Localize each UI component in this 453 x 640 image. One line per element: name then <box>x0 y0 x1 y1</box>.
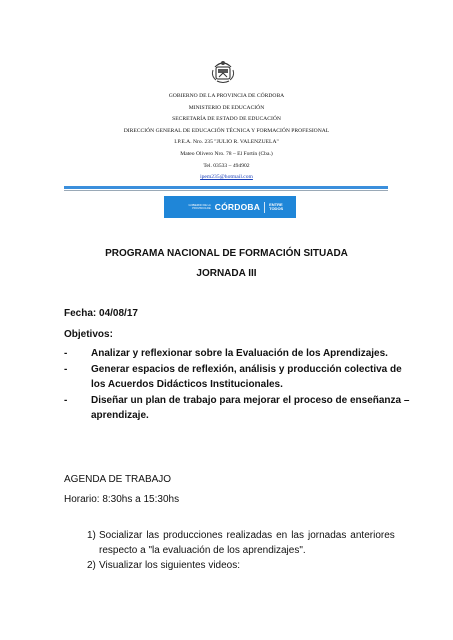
banner-tagline <box>269 203 283 212</box>
header-divider-grey <box>64 190 388 191</box>
banner-province: CÓRDOBA <box>214 202 261 212</box>
agenda-item-text-continued: respecto a "la evaluación de los aprendizajes". <box>99 545 306 556</box>
objectives-label: Objetivos: <box>64 329 113 340</box>
letterhead-line-direction: DIRECCIÓN GENERAL DE EDUCACIÓN TÉCNICA Y FORMACIÓN PROFESIONAL <box>123 127 330 134</box>
objective-text: Analizar y reflexionar sobre la Evaluación de los Aprendizajes. <box>91 348 388 359</box>
schedule-text: Horario: 8:30hs a 15:30hs <box>64 494 180 505</box>
banner-government-text: GOBIERNO DE LA PROVINCIA DE <box>188 204 211 210</box>
bullet-dash: - <box>64 395 68 406</box>
objective-text: Generar espacios de reflexión, análisis y producción colectiva de <box>91 364 402 375</box>
cordoba-banner <box>164 196 296 218</box>
agenda-item <box>87 528 397 558</box>
document-subtitle: JORNADA III <box>196 268 257 279</box>
objective-text-continued: los Acuerdos Didácticos Institucionales. <box>91 379 283 390</box>
objective-item <box>64 393 410 423</box>
item-number: 1) <box>87 530 96 541</box>
item-number: 2) <box>87 560 96 571</box>
letterhead-line-address: Mateo Olivero Nro. 78 – El Fortín (Cba.) <box>180 151 273 157</box>
agenda-item-text: Visualizar los siguientes videos: <box>99 560 241 571</box>
letterhead-email-row <box>0 174 453 181</box>
objective-text-continued: aprendizaje. <box>91 410 149 421</box>
objective-text: Diseñar un plan de trabajo para mejorar el proceso de enseñanza – <box>91 395 410 406</box>
letterhead-line-secretariat: SECRETARÍA DE ESTADO DE EDUCACIÓN <box>172 116 281 122</box>
letterhead-line-ministry: MINISTERIO DE EDUCACIÓN <box>188 104 265 111</box>
bullet-dash: - <box>64 348 68 359</box>
agenda-label: AGENDA DE TRABAJO <box>64 474 172 485</box>
date-label: Fecha: 04/08/17 <box>64 308 138 319</box>
banner-separator <box>264 202 265 213</box>
banner-tagline-1: ENTRE <box>269 201 283 207</box>
email-link[interactable]: ipem235@hotmail.com <box>200 174 253 180</box>
objective-item <box>64 346 394 361</box>
objective-item <box>64 362 402 392</box>
letterhead-line-phone: Tel. 03533 – 494902 <box>203 162 250 169</box>
document-title: PROGRAMA NACIONAL DE FORMACIÓN SITUADA <box>105 248 348 259</box>
agenda-item <box>87 558 397 573</box>
coat-of-arms-icon <box>209 58 237 84</box>
letterhead-line-government: GOBIERNO DE LA PROVINCIA DE CÓRDOBA <box>168 93 285 99</box>
bullet-dash: - <box>64 364 68 375</box>
letterhead-line-school: I.P.E.A. Nro. 235 "JULIO R. VALENZUELA" <box>174 139 279 145</box>
banner-tagline-2: TODOS <box>269 206 284 211</box>
agenda-item-text: Socializar las producciones realizadas en las jornadas anteriores <box>99 530 395 541</box>
